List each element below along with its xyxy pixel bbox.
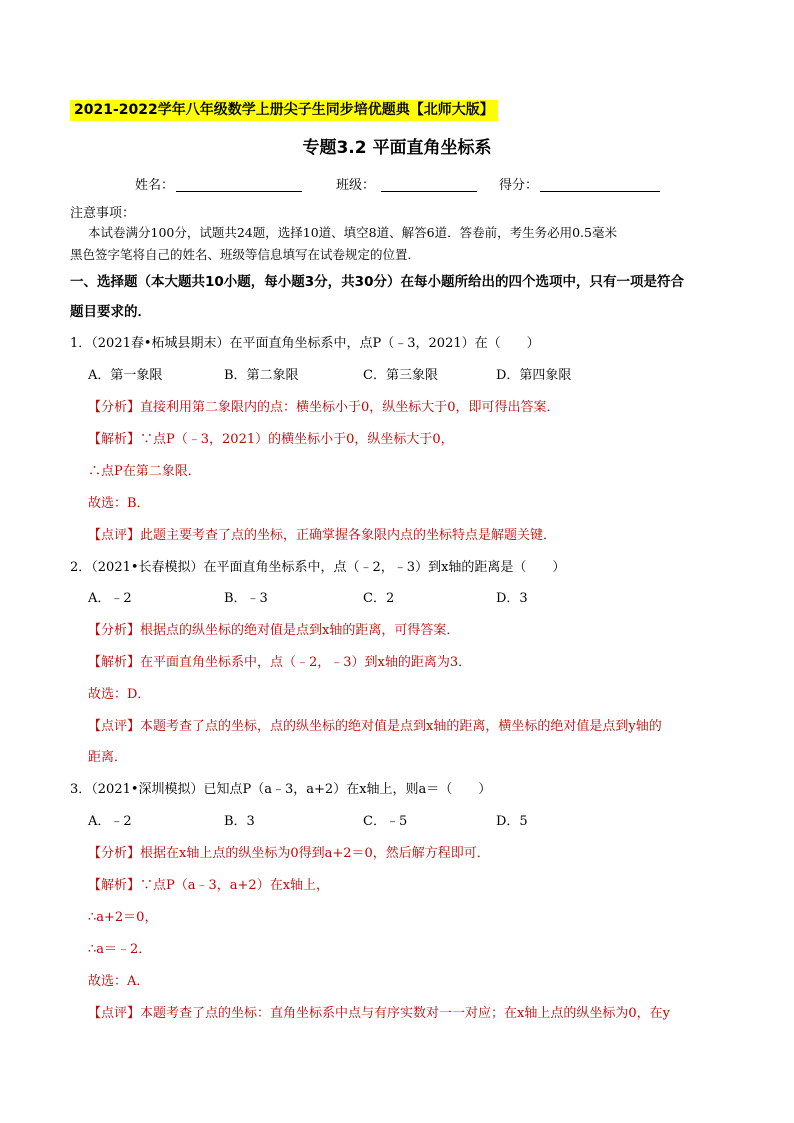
section-heading-line-1: 一、选择题（本大题共10小题，每小题3分，共30分）在每小题所给出的四个选项中，只有一项是符合 (70, 274, 684, 290)
solution-text: 在平面直角坐标系中，点（﹣2，﹣3）到x轴的距离为3． (140, 655, 472, 670)
q3-option-b: B．3 (224, 814, 255, 829)
score-label: 得分： (499, 178, 539, 193)
q1-analysis (88, 398, 560, 418)
comment-text: 本题考查了点的坐标，点的纵坐标的绝对值是点到x轴的距离，横坐标的绝对值是点到y轴的 (140, 719, 662, 734)
q2-comment (88, 717, 662, 737)
score-field[interactable] (540, 191, 660, 192)
section-heading-line-2: 题目要求的． (70, 304, 151, 320)
name-field[interactable] (176, 191, 302, 192)
q1-solution (88, 430, 454, 450)
notes-line-2: 黑色签字笔将自己的姓名、班级等信息填写在试卷规定的位置． (70, 247, 421, 262)
q1-answer: 故选：B． (88, 496, 150, 511)
q3-option-a: A．﹣2 (88, 814, 132, 829)
class-field[interactable] (381, 191, 477, 192)
solution-text: ∵点P（﹣3，2021）的横坐标小于0，纵坐标大于0， (140, 432, 454, 447)
q1-stem: 1．（2021春•柘城县期末）在平面直角坐标系中，点P（﹣3，2021）在（ ） (70, 336, 540, 351)
q3-analysis (88, 844, 490, 864)
q3-option-c: C．﹣5 (363, 814, 408, 829)
q2-solution (88, 653, 471, 673)
solution-tag: 【解析】 (88, 878, 141, 893)
analysis-tag: 【分析】 (88, 846, 141, 861)
q3-stem: 3．（2021•深圳模拟）已知点P（a﹣3，a+2）在x轴上，则a＝（ ） (70, 782, 492, 797)
q3-answer: 故选：A． (88, 974, 150, 989)
q2-option-d: D．3 (496, 591, 528, 606)
q2-analysis (88, 621, 459, 641)
analysis-tag: 【分析】 (88, 623, 141, 638)
comment-text: 此题主要考查了点的坐标，正确掌握各象限内点的坐标特点是解题关键． (140, 528, 557, 543)
solution-tag: 【解析】 (88, 432, 141, 447)
solution-tag: 【解析】 (88, 655, 141, 670)
q2-option-c: C．2 (363, 591, 395, 606)
q1-option-b: B．第二象限 (224, 368, 299, 383)
q1-option-c: C．第三象限 (363, 368, 438, 383)
comment-tag: 【点评】 (88, 719, 141, 734)
q1-option-d: D．第四象限 (496, 368, 572, 383)
q3-option-d: D．5 (496, 814, 528, 829)
q2-stem: 2．（2021•长春模拟）在平面直角坐标系中，点（﹣2，﹣3）到x轴的距离是（ ） (70, 560, 566, 575)
comment-tag: 【点评】 (88, 1006, 141, 1021)
q3-comment (88, 1004, 670, 1024)
q2-comment-cont: 距离． (88, 750, 128, 765)
page-title: 专题3.2 平面直角坐标系 (302, 138, 492, 158)
q2-option-a: A．﹣2 (88, 591, 132, 606)
solution-text: ∵点P（a﹣3，a+2）在x轴上， (140, 878, 330, 893)
header-band: 2021-2022学年八年级数学上册尖子生同步培优题典【北师大版】 (70, 100, 498, 121)
q3-solution (88, 876, 329, 896)
q2-option-b: B．﹣3 (224, 591, 268, 606)
analysis-text: 根据在x轴上点的纵坐标为0得到a+2＝0，然后解方程即可． (140, 846, 490, 861)
analysis-text: 根据点的纵坐标的绝对值是点到x轴的距离，可得答案． (140, 623, 460, 638)
analysis-text: 直接利用第二象限内的点：横坐标小于0，纵坐标大于0，即可得出答案． (140, 400, 560, 415)
notes-heading: 注意事项： (70, 206, 136, 221)
name-label: 姓名： (135, 178, 175, 193)
q3-step-1: ∴a+2＝0， (88, 910, 158, 925)
analysis-tag: 【分析】 (88, 400, 141, 415)
q3-step-2: ∴a＝﹣2． (88, 942, 152, 957)
q1-option-a: A．第一象限 (88, 368, 163, 383)
q1-step-1: ∴点P在第二象限． (88, 464, 201, 479)
q1-comment (88, 526, 556, 546)
notes-line-1: 本试卷满分100分，试题共24题，选择10道、填空8道、解答6道．答卷前，考生务必用0.5毫米 (88, 225, 617, 240)
class-label: 班级： (336, 178, 376, 193)
q2-answer: 故选：D． (88, 687, 151, 702)
comment-tag: 【点评】 (88, 528, 141, 543)
comment-text: 本题考查了点的坐标：直角坐标系中点与有序实数对一一对应；在x轴上点的纵坐标为0，在y (140, 1006, 670, 1021)
